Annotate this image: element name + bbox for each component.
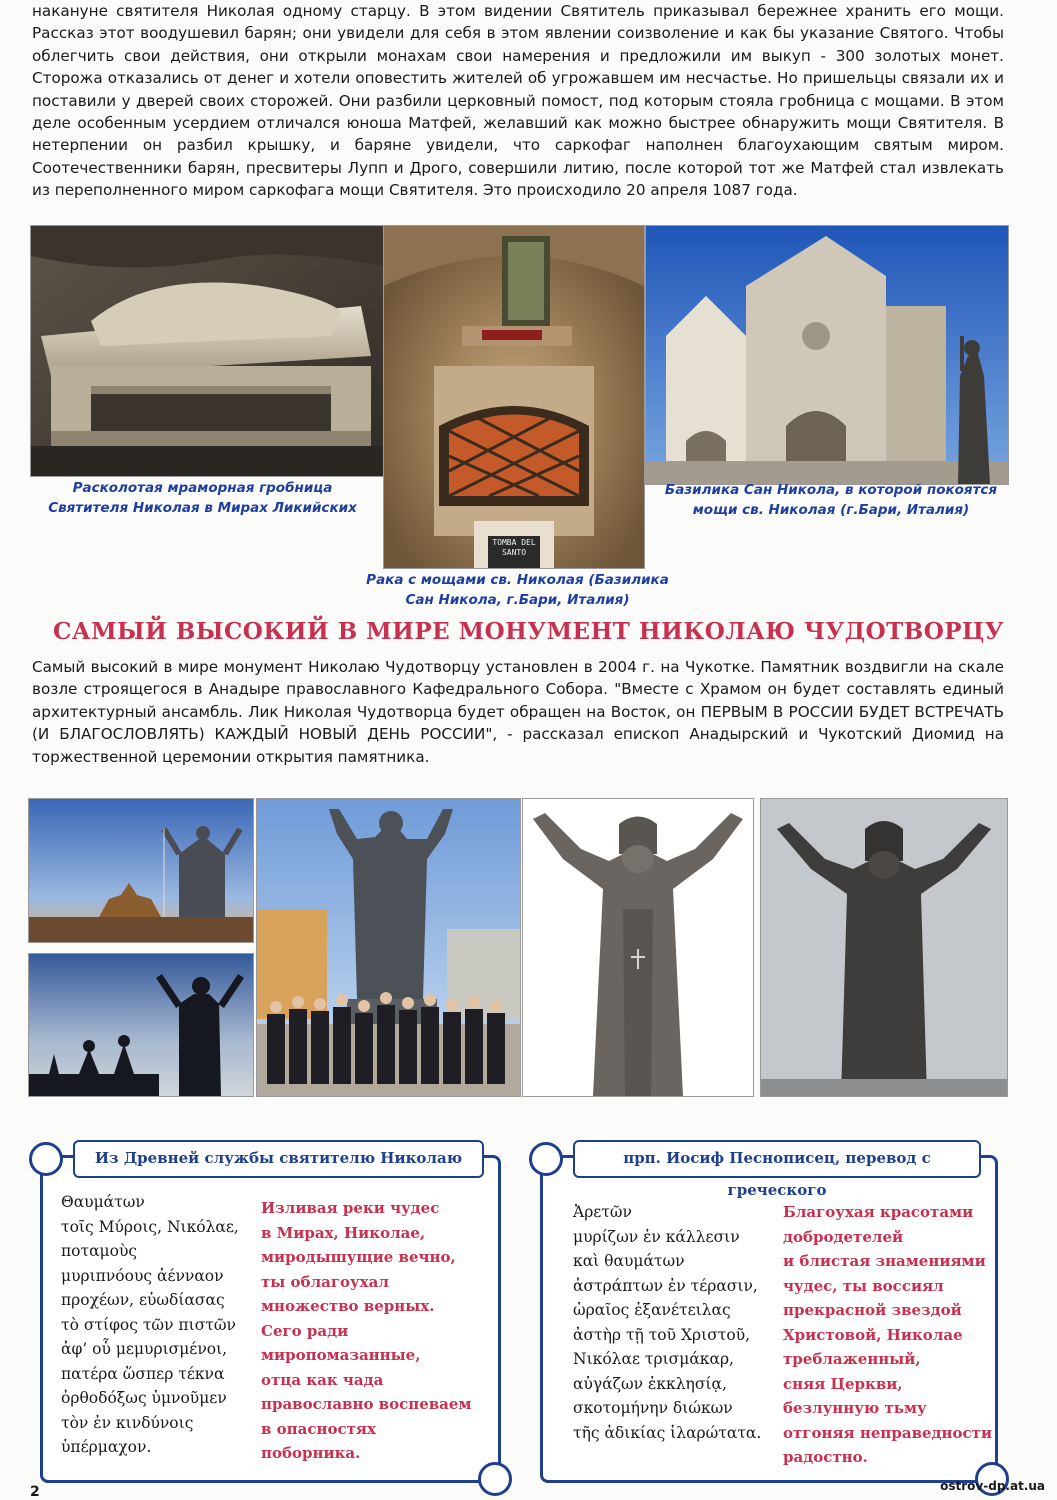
tomb-caption: Расколотая мраморная гробница Святителя Николая в Мирах Ликийских	[48, 480, 357, 516]
scroll-curl-icon	[29, 1142, 63, 1176]
site-watermark: ostrov-dp.at.ua	[940, 1479, 1045, 1493]
monument-clergy-photo	[256, 798, 521, 1097]
monument-dusk-photo	[28, 798, 254, 943]
shrine-photo	[383, 225, 645, 569]
basilica-caption: Базилика Сан Никола, в которой покоятся мощи св. Николая (г.Бари, Италия)	[664, 482, 998, 518]
scroll-curl-icon	[529, 1142, 563, 1176]
page-number: 2	[30, 1484, 40, 1500]
monument-paragraph: Самый высокий в мире монумент Николаю Чудотворцу установлен в 2004 г. на Чукотке. Памятник воздвигли на скале возле строящегося в Анадыре православного Кафедрального Собора. "Вместе с Храмом он будет составлять единый архитектурный ансамбль. Лик Николая Чудотворца будет обращен на Восток, он ПЕРВЫМ В РОССИИ БУДЕТ ВСТРЕЧАТЬ (И БЛАГОСЛОВЛЯТЬ) КАЖДЫЙ НОВЫЙ ДЕНЬ РОССИИ", - рассказал епископ Анадырский и Чукотский Диомид на торжественной церемонии открытия памятника.	[32, 658, 1004, 766]
tomba-sign: TOMBA DEL SANTO	[492, 538, 536, 557]
intro-paragraph: накануне святителя Николая одному старцу. В этом видении Святитель приказывал бережнее хранить его мощи. Рассказ этот воодушевил барян; они увидели для себя в этом явлении соизволение и как бы указание Святого. Чтобы облегчить свои действия, они открыли монахам свои намерения и предложили им выкуп - 300 золотых монет. Сторожа отказались от денег и хотели оповестить жителей об угрожавшем им несчастье. Но пришельцы связали их и поставили у дверей своих сторожей. Они разбили церковный помост, под которым стояла гробница с мощами. В этом деле особенным усердием отличался юноша Матфей, желавший как можно быстрее обнаружить мощи Святителя. В нетерпении он разбил крышку, и баряне увидели, что саркофаг наполнен благоухающим святым миром. Соотечественники барян, пресвитеры Лупп и Дрого, совершили литию, после которой тот же Матфей стал извлекать из переполненного миром саркофага мощи Святителя. Это происходило 20 апреля 1087 года.	[32, 2, 1004, 200]
monument-grey-sky-photo	[760, 798, 1008, 1097]
monument-heading: САМЫЙ ВЫСОКИЙ В МИРЕ МОНУМЕНТ НИКОЛАЮ ЧУДОТВОРЦУ	[53, 618, 1004, 645]
tomb-photo	[30, 225, 384, 477]
shrine-caption: Рака с мощами св. Николая (Базилика Сан Никола, г.Бари, Италия)	[366, 572, 669, 608]
slavonic-text-right: Благоухая красотами добродетелей и блистая знамениями чудес, ты воссиял прекрасной звездой Христовой, Николае треблаженный, сняя Церкви, безлунную тьму отгоняя неправедности радостно.	[783, 1203, 993, 1466]
monument-closeup-photo	[522, 798, 754, 1097]
iosif-translation-title: прп. Иосиф Песнописец, перевод с греческого	[573, 1140, 981, 1178]
slavonic-text-left: Изливая реки чудес в Мирах, Николае, миродышущие вечно, ты облагоухал множество верных. Сего ради миропомазанные, отца как чада православно воспеваем в опасностях поборника.	[261, 1199, 472, 1462]
iosif-translation-box	[540, 1149, 998, 1483]
greek-text-right: Ἀρετῶν μυρίζων ἐν κάλλεσιν καὶ θαυμάτων ἀστράπτων ἐν τέρασιν, ὡραῖος ἐξανέτειλας ἀστὴρ τῇ τοῦ Χριστοῦ, Νικόλαε τρισμάκαρ, αὐγάζων ἐκκλησίᾳ, σκοτομήνην διώκων τῆς ἀδικίας ἱλαρώτατα.	[573, 1203, 762, 1442]
greek-text-left: Θαυμάτων τοῖς Μύροις, Νικόλαε, ποταμοὺς μυριπνόους ἀένναον προχέων, εὐωδίασας τὸ στίφος τῶν πιστῶν ἀφ’ οὗ μεμυρισμένοι, πατέρα ὥσπερ τέκνα ὀρθοδόξως ὑμνοῦμεν τὸν ἐν κινδύνοις ὑπέρμαχον.	[61, 1193, 239, 1456]
ancient-service-title: Из Древней службы святителю Николаю	[73, 1140, 484, 1178]
ancient-service-box	[40, 1149, 501, 1483]
basilica-photo	[645, 225, 1009, 485]
scroll-curl-icon	[478, 1462, 512, 1496]
monument-silhouette-photo	[28, 953, 254, 1097]
